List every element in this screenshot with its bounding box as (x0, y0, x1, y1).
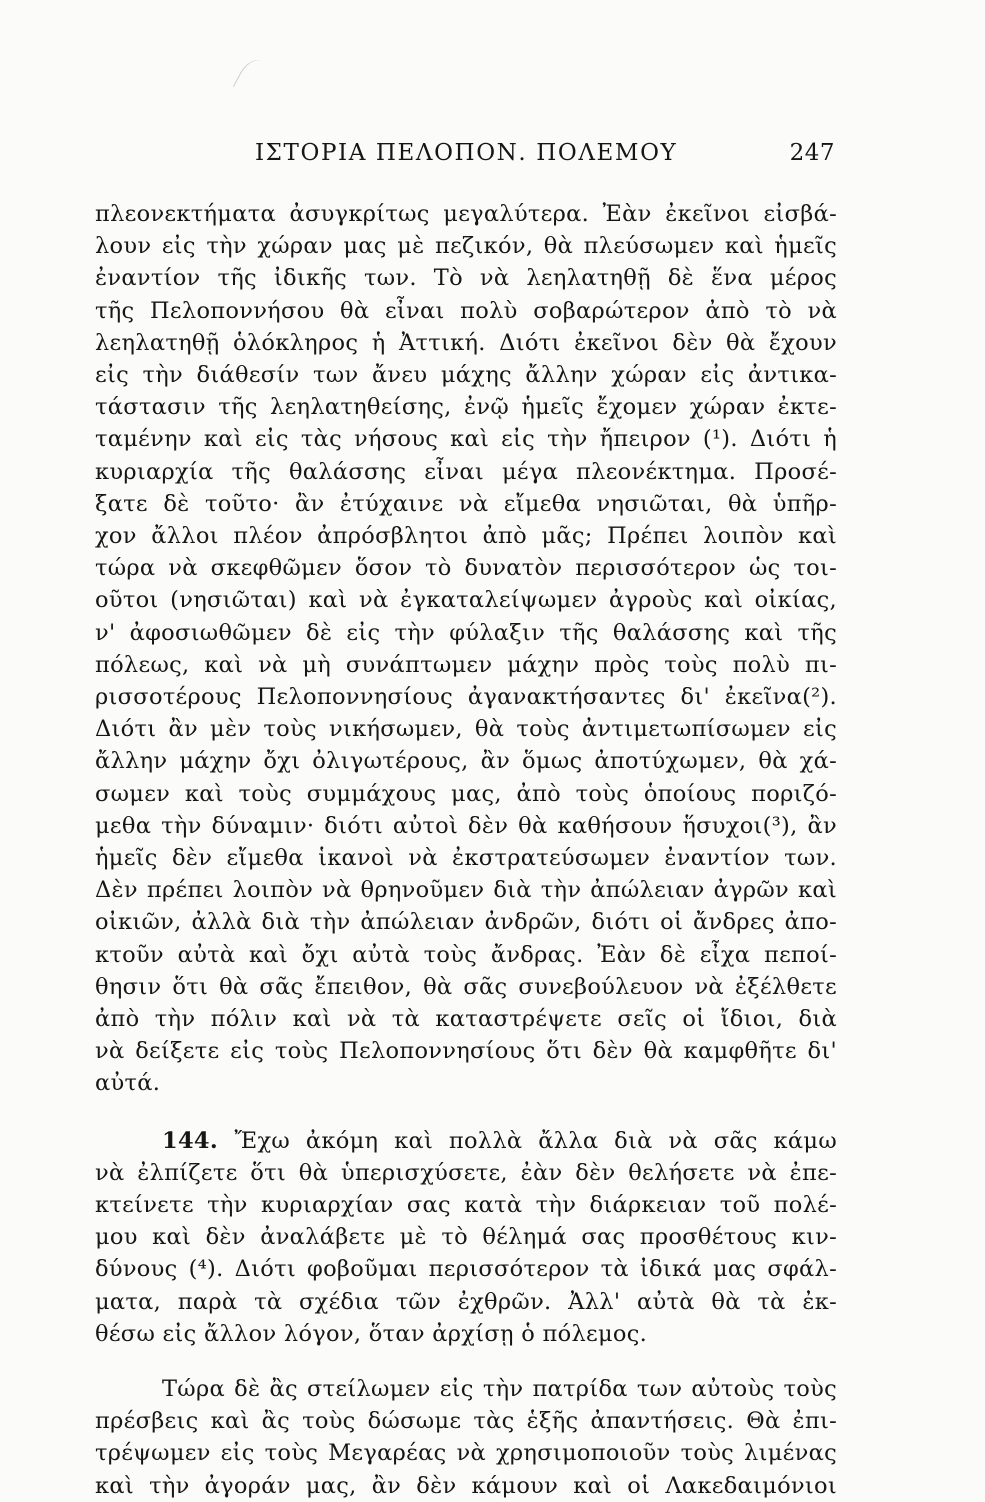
text-line: ἀπὸ τὴν πόλιν καὶ νὰ τὰ καταστρέψετε σεῖς οἱ ἴδιοι, διὰ (95, 1006, 837, 1032)
text-line: οῦτοι (νησιῶται) καὶ νὰ ἐγκαταλείψωμεν ἀγροὺς καὶ οἰκίας, (95, 587, 837, 614)
final-paragraph-line: πρέσβεις καὶ ἂς τοὺς δώσωμε τὰς ἑξῆς ἀπαντήσεις. Θὰ ἐπι- (95, 1408, 837, 1435)
final-paragraph-line: τρέψωμεν εἰς τοὺς Μεγαρέας νὰ χρησιμοποιοῦν τοὺς λιμένας (95, 1440, 837, 1467)
text-line: ν' ἀφοσιωθῶμεν δὲ εἰς τὴν φύλαξιν τῆς θαλάσσης καὶ τῆς (95, 619, 837, 646)
running-title: ΙΣΤΟΡΙΑ ΠΕΛΟΠΟΝ. ΠΟΛΕΜΟΥ (255, 140, 678, 166)
text-line: τώρα νὰ σκεφθῶμεν ὅσον τὸ δυνατὸν περισσότερον ὡς τοι- (95, 555, 837, 582)
section-144-line: δύνους (⁴). Διότι φοβοῦμαι περισσότερον τὰ ἰδικά μας σφάλ- (95, 1256, 837, 1283)
section-144-opening: Ἔχω ἀκόμη καὶ πολλὰ ἄλλα διὰ νὰ σᾶς κάμω (234, 1127, 837, 1154)
text-line: κυριαρχία τῆς θαλάσσης εἶναι μέγα πλεονέκτημα. Προσέ- (95, 458, 837, 485)
text-line: θησιν ὅτι θὰ σᾶς ἔπειθον, θὰ σᾶς συνεβούλευον νὰ ἐξέλθετε (95, 973, 837, 1000)
text-line: τῆς Πελοποννήσου θὰ εἶναι πολὺ σοβαρώτερον ἀπὸ τὸ νὰ (95, 297, 837, 324)
text-line: πλεονεκτήματα ἀσυγκρίτως μεγαλύτερα. Ἐὰν ἐκεῖνοι εἰσβά- (95, 201, 837, 227)
section-144-line: νὰ ἐλπίζετε ὅτι θὰ ὑπερισχύσετε, ἐὰν δὲν θελήσετε νὰ ἐπε- (95, 1159, 837, 1186)
text-line: ἡμεῖς δὲν εἴμεθα ἱκανοὶ νὰ ἐκστρατεύσωμεν ἐναντίον των. (95, 845, 837, 871)
text-line: τάστασιν τῆς λεηλατηθείσης, ἐνῷ ἡμεῖς ἔχομεν χώραν ἐκτε- (95, 394, 837, 421)
section-144-first-line (162, 1125, 837, 1157)
scan-mark (233, 55, 270, 98)
text-line: ρισσοτέρους Πελοποννησίους ἀγανακτήσαντες δι' ἐκεῖνα(²). (95, 684, 837, 710)
text-line: λεηλατηθῇ ὁλόκληρος ἡ Ἀττική. Διότι ἐκεῖνοι δὲν θὰ ἔχουν (95, 329, 837, 356)
text-line: ξατε δὲ τοῦτο· ἂν ἐτύχαινε νὰ εἴμεθα νησιῶται, θὰ ὑπῆρ- (95, 490, 837, 517)
section-144-line: κτείνετε τὴν κυριαρχίαν σας κατὰ τὴν διάρκειαν τοῦ πολέ- (95, 1192, 837, 1218)
text-line: Διότι ἂν μὲν τοὺς νικήσωμεν, θὰ τοὺς ἀντιμετωπίσωμεν εἰς (95, 716, 837, 743)
page-number: 247 (789, 140, 835, 166)
text-line: εἰς τὴν διάθεσίν των ἄνευ μάχης ἄλλην χώραν εἰς ἀντικα- (95, 362, 837, 388)
text-line: Δὲν πρέπει λοιπὸν νὰ θρηνοῦμεν διὰ τὴν ἀπώλειαν ἀγρῶν καὶ (95, 877, 837, 904)
final-paragraph-line: καὶ τὴν ἀγοράν μας, ἂν δὲν κάμουν καὶ οἱ Λακεδαιμόνιοι (95, 1472, 837, 1499)
text-line: χον ἄλλοι πλέον ἀπρόσβλητοι ἀπὸ μᾶς; Πρέπει λοιπὸν καὶ (95, 523, 837, 549)
text-line: σωμεν καὶ τοὺς συμμάχους μας, ἀπὸ τοὺς ὁποίους πoριζό- (95, 780, 837, 807)
section-144-line: μου καὶ δὲν ἀναλάβετε μὲ τὸ θέλημά σας προσθέτους κιν- (95, 1224, 837, 1251)
text-line: κτοῦν αὐτὰ καὶ ὄχι αὐτὰ τοὺς ἄνδρας. Ἐὰν δὲ εἶχα πεποί- (95, 941, 837, 968)
section-144-line: ματα, παρὰ τὰ σχέδια τῶν ἐχθρῶν. Ἀλλ' αὐτὰ θὰ τὰ ἐκ- (95, 1288, 837, 1315)
text-line: νὰ δείξετε εἰς τοὺς Πελοποννησίους ὅτι δὲν θὰ καμφθῆτε δι' (95, 1038, 837, 1065)
text-line: ἄλλην μάχην ὄχι ὀλιγωτέρους, ἂν ὅμως ἀποτύχωμεν, θὰ χά- (95, 748, 837, 775)
section-number: 144. (162, 1127, 235, 1154)
text-line: αὐτά. (95, 1070, 161, 1097)
text-line: ταμένην καὶ εἰς τὰς νήσους καὶ εἰς τὴν ἤπειρον (¹). Διότι ἡ (95, 426, 837, 453)
text-line: λουν εἰς τὴν χώραν μας μὲ πεζικόν, θὰ πλεύσωμεν καὶ ἡμεῖς (95, 233, 837, 260)
running-header (95, 140, 835, 172)
text-line: ἐναντίον τῆς ἰδικῆς των. Τὸ νὰ λεηλατηθῇ δὲ ἕνα μέρος (95, 265, 837, 292)
text-line: μεθα τὴν δύναμιν· διότι αὐτοὶ δὲν θὰ καθήσουν ἥσυχοι(³), ἂν (95, 812, 837, 839)
text-line: οἰκιῶν, ἀλλὰ διὰ τὴν ἀπώλειαν ἀνδρῶν, διότι οἱ ἄνδρες ἀπο- (95, 909, 837, 936)
final-paragraph-line: Τώρα δὲ ἂς στείλωμεν εἰς τὴν πατρίδα των αὐτοὺς τοὺς (162, 1376, 837, 1402)
text-line: πόλεως, καὶ νὰ μὴ συνάπτωμεν μάχην πρὸς τοὺς πολὺ πι- (95, 651, 837, 678)
section-144-line: θέσω εἰς ἄλλον λόγον, ὅταν ἀρχίσῃ ὁ πόλεμος. (95, 1320, 648, 1347)
